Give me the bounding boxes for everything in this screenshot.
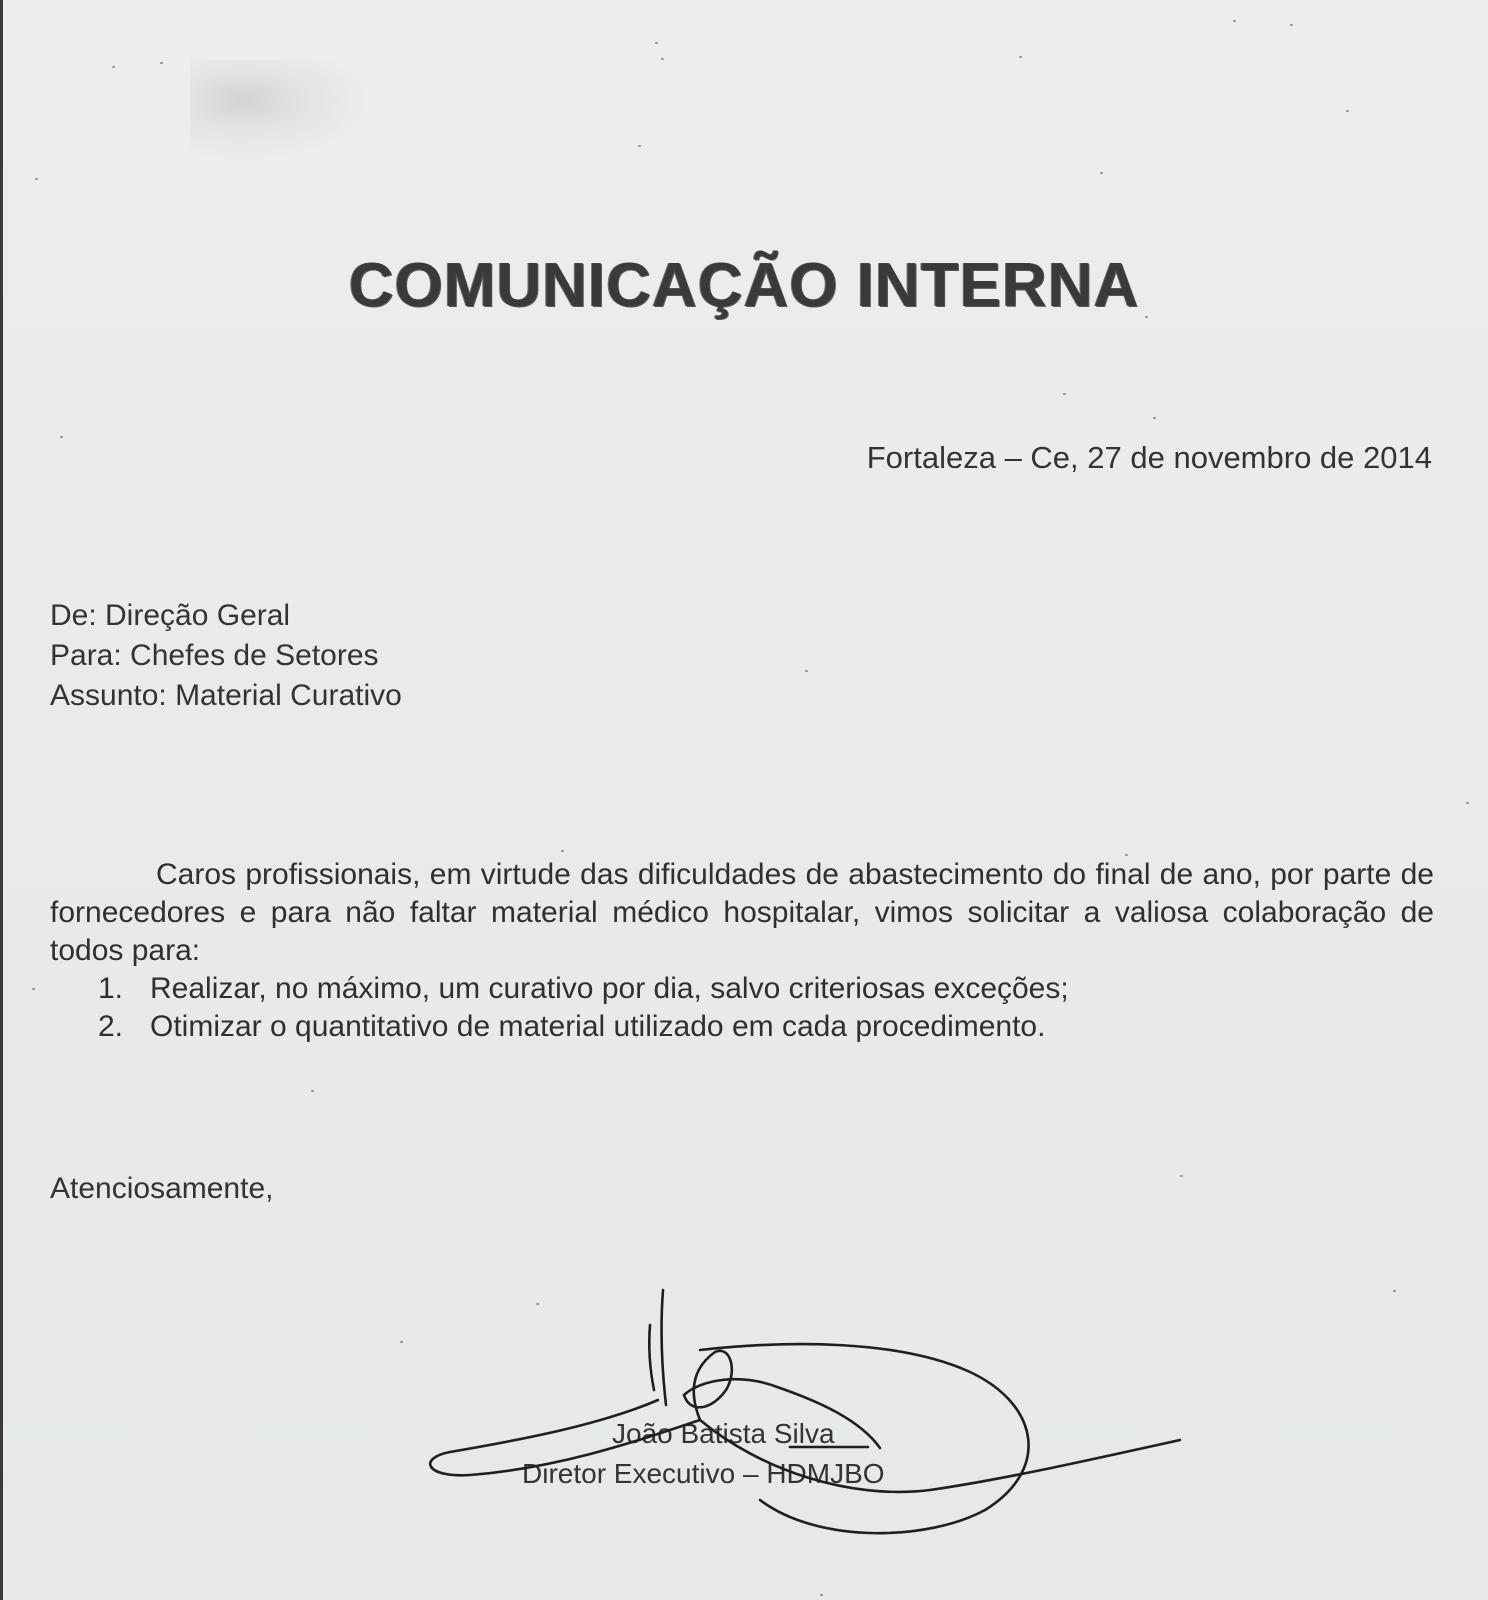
scan-speck xyxy=(820,1594,823,1596)
signature-stroke xyxy=(684,1351,732,1420)
scan-speck xyxy=(805,670,808,672)
subject-line: Assunto: Material Curativo xyxy=(50,679,402,712)
scan-speck xyxy=(561,850,564,852)
scan-speck xyxy=(1346,110,1349,112)
scan-speck xyxy=(1466,802,1469,804)
scan-speck xyxy=(655,42,658,44)
signer-name: João Batista Silva xyxy=(612,1418,835,1449)
scan-speck xyxy=(1290,24,1293,26)
signature-stroke xyxy=(662,1290,666,1405)
scan-speck xyxy=(1100,172,1103,174)
paper-smudge xyxy=(190,60,370,160)
scan-speck xyxy=(60,436,63,438)
scan-speck xyxy=(536,1303,539,1305)
instruction-list xyxy=(50,970,1434,1046)
list-item-number: 1. xyxy=(98,972,124,1005)
list-item xyxy=(98,1008,1434,1046)
scan-speck xyxy=(1019,56,1022,58)
from-line: De: Direção Geral xyxy=(50,599,291,632)
to-line: Para: Chefes de Setores xyxy=(50,639,379,672)
scan-speck xyxy=(400,1341,403,1343)
list-item xyxy=(98,970,1434,1008)
scan-speck xyxy=(1233,20,1236,22)
list-item-number: 2. xyxy=(98,1010,124,1043)
scan-speck xyxy=(1180,1175,1183,1177)
closing-salutation: Atenciosamente, xyxy=(50,1172,274,1205)
list-item-text: Realizar, no máximo, um curativo por dia, salvo criteriosas exceções; xyxy=(150,972,1069,1005)
scan-speck xyxy=(638,145,641,147)
document-title: COMUNICAÇÃO INTERNA xyxy=(348,251,1140,320)
scan-speck xyxy=(32,988,35,990)
scan-speck xyxy=(160,62,163,64)
scan-speck xyxy=(112,66,115,68)
signer-role: Diretor Executivo – HDMJBO xyxy=(522,1458,885,1489)
scan-speck xyxy=(661,58,664,60)
memo-body xyxy=(50,856,1434,1046)
scan-speck xyxy=(35,178,38,180)
list-item-text: Otimizar o quantitativo de material utilizado em cada procedimento. xyxy=(150,1010,1046,1043)
body-paragraph: Caros profissionais, em virtude das dificuldades de abastecimento do final de ano, por parte de fornecedores e para não faltar material médico hospitalar, vimos solicitar a valiosa colaboração de todos para: xyxy=(50,858,1434,967)
date-line: Fortaleza – Ce, 27 de novembro de 2014 xyxy=(866,440,1432,475)
memo-header xyxy=(50,596,402,716)
page-edge-shadow xyxy=(0,0,3,1600)
scan-speck xyxy=(311,1090,314,1092)
scan-speck xyxy=(1063,393,1066,395)
signature-stroke xyxy=(649,1325,654,1390)
scan-speck xyxy=(1393,1290,1396,1292)
scan-speck xyxy=(1153,417,1156,419)
